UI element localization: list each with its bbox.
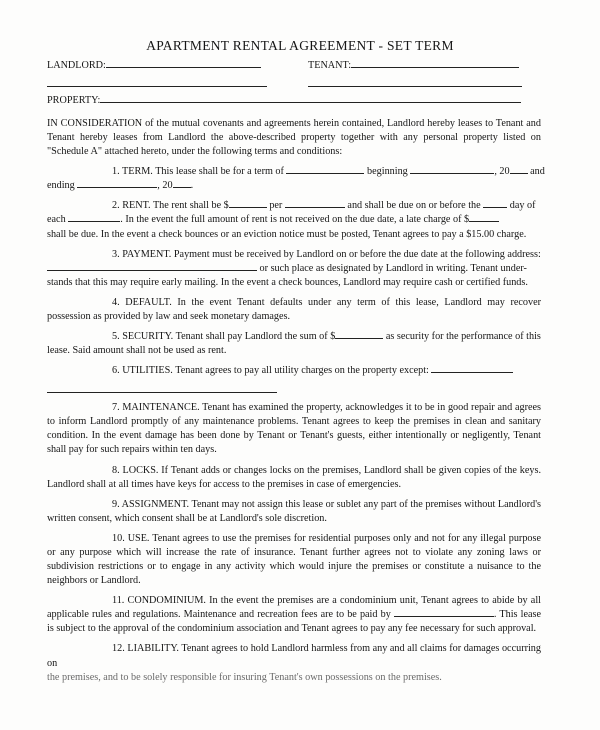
tenant-line bbox=[308, 59, 519, 73]
term-begin-year-blank[interactable] bbox=[510, 172, 528, 174]
section-security-end: lease. Said amount shall not be used as rent. bbox=[47, 345, 227, 357]
section-payment: 3. PAYMENT. Payment must be received by Landlord on or before the due date at the following address: bbox=[112, 248, 541, 260]
term-end-blank[interactable] bbox=[77, 186, 157, 188]
rent-each-blank[interactable] bbox=[68, 220, 120, 222]
section-security: 5. SECURITY. Tenant shall pay Landlord the sum of $ as security for the performance of this bbox=[112, 331, 541, 343]
property-label: PROPERTY: bbox=[47, 95, 101, 106]
rent-due-day-blank[interactable] bbox=[483, 206, 507, 208]
section-rent-cont: each . In the event the full amount of rent is not received on the due date, a late charge of $ bbox=[47, 213, 541, 227]
section-locks: 8. LOCKS. If Tenant adds or changes locks on the premises, Landlord shall be given copies of the keys. Landlord shall at all times have keys for access to the premises in case of emergencies. bbox=[47, 464, 541, 490]
tenant-second-line[interactable] bbox=[308, 86, 522, 87]
tenant-label: TENANT: bbox=[308, 60, 352, 71]
section-rent-end: shall be due. In the event a check bounces or an eviction notice must be posted, Tenant agrees to pay a $15.00 charge. bbox=[47, 228, 527, 240]
section-payment-end: stands that this may require early mailing. In the event a check bounces, Landlord may require cash or certified funds. bbox=[47, 276, 528, 288]
section-use: 10. USE. Tenant agrees to use the premises for residential purposes only and not for any illegal purpose or any purpose which will increase the rate of insurance. Tenant further agrees not to violate any zoning laws or subdivision restrictions or to engage in any activity which would injure the premises or constitute a nuisance to the neighbors or Landlord. bbox=[47, 532, 541, 587]
section-term-end: ending , 20 . bbox=[47, 180, 194, 192]
landlord-line bbox=[47, 59, 261, 73]
security-amount-blank[interactable] bbox=[335, 337, 383, 339]
section-liability-end: the premises, and to be solely responsible for insuring Tenant's own possessions on the premises. bbox=[47, 671, 442, 683]
document-title: APARTMENT RENTAL AGREEMENT - SET TERM bbox=[146, 38, 454, 53]
utilities-except-blank[interactable] bbox=[431, 371, 513, 373]
condo-fees-payer-blank[interactable] bbox=[394, 615, 494, 617]
utilities-second-line[interactable] bbox=[47, 378, 277, 393]
intro-paragraph: IN CONSIDERATION of the mutual covenants and agreements herein contained, Landlord hereby leases to Tenant and Tenant hereby leases from Landlord the above-described property together with any personal property listed on "Schedule A" attached hereto, under the following terms and conditions: bbox=[47, 118, 541, 158]
section-condominium: 11. CONDOMINIUM. In the event the premises are a condominium unit, Tenant agrees to abide by all applicable rules and regulations. Maintenance and recreation fees are to be paid by . This lease is subject to the approval of the condominium association and Tenant agrees to pay any fee necessary for such approval. bbox=[47, 595, 541, 635]
section-assignment: 9. ASSIGNMENT. Tenant may not assign this lease or sublet any part of the premises without Landlord's written consent, which consent shall be at Landlord's sole discretion. bbox=[47, 498, 541, 524]
late-charge-blank[interactable] bbox=[469, 220, 499, 222]
landlord-label: LANDLORD: bbox=[47, 60, 106, 71]
landlord-second-line[interactable] bbox=[47, 86, 267, 87]
landlord-blank[interactable] bbox=[106, 66, 261, 68]
rent-period-blank[interactable] bbox=[285, 206, 345, 208]
section-term: 1. TERM. This lease shall be for a term of beginning , 20 and bbox=[112, 166, 545, 178]
section-maintenance: 7. MAINTENANCE. Tenant has examined the property, acknowledges it to be in good repair and agrees to inform Landlord promptly of any maintenance problems. Tenant agrees to keep the premises in clean and sanitary condition. In the event damage has been done by Tenant or Tenant's guests, either intentionally or negligently, Tenant shall pay for such repairs within ten days. bbox=[47, 402, 541, 456]
term-begin-blank[interactable] bbox=[410, 172, 494, 174]
term-length-blank[interactable] bbox=[286, 172, 364, 174]
section-payment-cont: or such place as designated by Landlord in writing. Tenant under- bbox=[47, 262, 541, 276]
section-default: 4. DEFAULT. In the event Tenant defaults under any term of this lease, Landlord may recover possession as provided by law and seek monetary damages. bbox=[47, 296, 541, 322]
section-utilities: 6. UTILITIES. Tenant agrees to pay all utility charges on the property except: bbox=[47, 364, 541, 378]
payment-address-blank[interactable] bbox=[47, 269, 257, 271]
property-line bbox=[47, 94, 521, 108]
property-blank[interactable] bbox=[100, 101, 521, 103]
rent-amount-blank[interactable] bbox=[229, 206, 267, 208]
agreement-body bbox=[47, 117, 545, 685]
section-liability: 12. LIABILITY. Tenant agrees to hold Landlord harmless from any and all claims for damages occurring on bbox=[47, 643, 541, 669]
term-end-year-blank[interactable] bbox=[173, 186, 191, 188]
tenant-blank[interactable] bbox=[351, 66, 519, 68]
section-rent: 2. RENT. The rent shall be $ per and shall be due on or before the day of bbox=[112, 200, 536, 212]
